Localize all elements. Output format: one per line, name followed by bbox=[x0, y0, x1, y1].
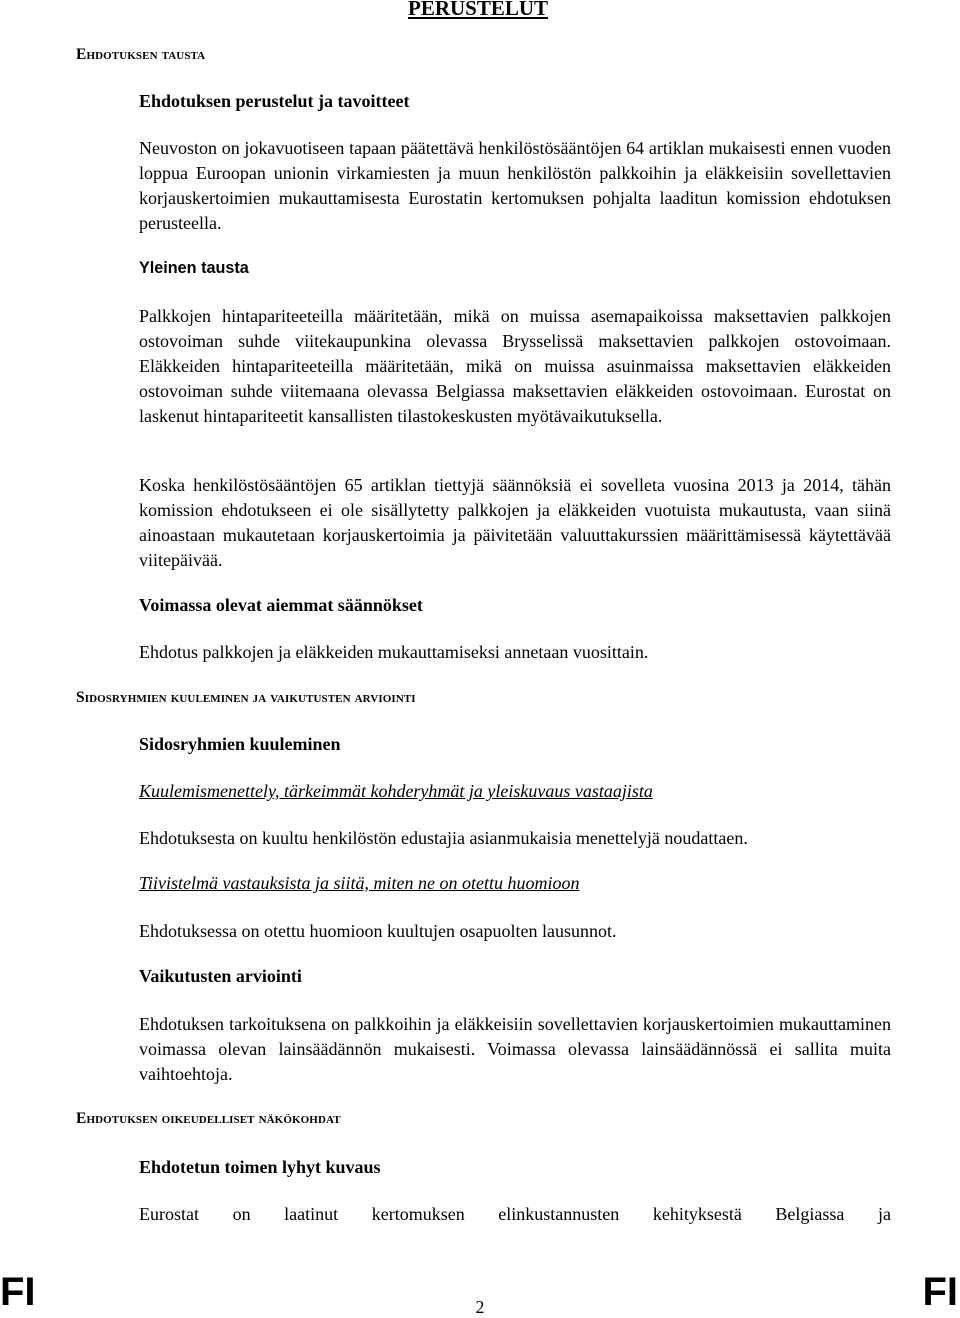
paragraph-consultation-methods: Ehdotuksesta on kuultu henkilöstön edustajia asianmukaisia menettelyjä noudattaen. bbox=[139, 828, 748, 848]
paragraph-existing-provisions: Ehdotus palkkojen ja eläkkeiden mukauttamiseksi annetaan vuosittain. bbox=[139, 642, 649, 662]
section-heading-background: Ehdotuksen tausta bbox=[76, 46, 206, 63]
paragraph-summary-action: Eurostat on laatinut kertomuksen elinkustannusten kehityksestä Belgiassa ja bbox=[139, 1204, 891, 1224]
subsubheading-summary-responses: Tiivistelmä vastauksista ja siitä, miten ne on otettu huomioon bbox=[139, 873, 580, 893]
paragraph-general-context-1: Palkkojen hintapariteeteilla määritetään, mikä on muissa asemapaikoissa maksettavien palkkojen ostovoiman suhde viitekaupunkina olevassa Brysselissä maksettavien palkkojen ostovoimaan. Eläkkeiden hintapariteeteilla määritetään, mikä on muissa asuinmaissa maksettavien eläkkeiden ostovoiman suhde viitemaana olevassa Belgiassa maksettavien eläkkeiden ostovoimaan. Eurostat on laskenut hintapariteetit kansallisten tilastokeskusten myötävaikutuksella. bbox=[139, 306, 891, 426]
subheading-general-context: Yleinen tausta bbox=[139, 259, 249, 277]
subheading-summary-action: Ehdotetun toimen lyhyt kuvaus bbox=[139, 1157, 381, 1177]
paragraph-rationale: Neuvoston on jokavuotiseen tapaan päätettävä henkilöstösääntöjen 64 artiklan mukaisesti ennen vuoden loppua Euroopan unionin virkamiesten ja muun henkilöstön palkkoihin ja eläkkeisiin sovellettavien korjauskertoimien mukauttamisesta Eurostatin kertomuksen pohjalta laaditun komission ehdotuksen perusteella. bbox=[139, 138, 891, 233]
paragraph-general-context-2: Koska henkilöstösääntöjen 65 artiklan tiettyjä säännöksiä ei sovelleta vuosina 2013 ja 2014, tähän komission ehdotukseen ei ole sisällytetty palkkojen ja eläkkeiden vuotuista mukautusta, vaan siinä ainoastaan mukautetaan korjauskertoimia ja päivitetään valuuttakurssien määrittämisessä käytettävää viitepäivää. bbox=[139, 475, 891, 570]
footer-language-right: FI bbox=[922, 1270, 958, 1314]
section-heading-consultation: Sidosryhmien kuuleminen ja vaikutusten arviointi bbox=[76, 689, 416, 706]
paragraph-summary-responses: Ehdotuksessa on otettu huomioon kuultujen osapuolten lausunnot. bbox=[139, 921, 617, 941]
subsubheading-consultation-methods: Kuulemismenettely, tärkeimmät kohderyhmät ja yleiskuvaus vastaajista bbox=[139, 781, 653, 801]
subheading-impact-assessment: Vaikutusten arviointi bbox=[139, 966, 302, 986]
page-number: 2 bbox=[475, 1297, 485, 1317]
document-title: PERUSTELUT bbox=[408, 0, 549, 20]
subheading-stakeholder-consultation: Sidosryhmien kuuleminen bbox=[139, 734, 341, 754]
section-heading-legal: Ehdotuksen oikeudelliset näkökohdat bbox=[76, 1110, 341, 1127]
subheading-existing-provisions: Voimassa olevat aiemmat säännökset bbox=[139, 595, 423, 615]
footer-language-left: FI bbox=[0, 1270, 36, 1314]
subheading-rationale: Ehdotuksen perustelut ja tavoitteet bbox=[139, 91, 410, 111]
paragraph-impact-assessment: Ehdotuksen tarkoituksena on palkkoihin ja eläkkeisiin sovellettavien korjauskertoimien mukauttaminen voimassa olevan lainsäädännön mukaisesti. Voimassa olevassa lainsäädännössä ei sallita muita vaihtoehtoja. bbox=[139, 1014, 891, 1084]
